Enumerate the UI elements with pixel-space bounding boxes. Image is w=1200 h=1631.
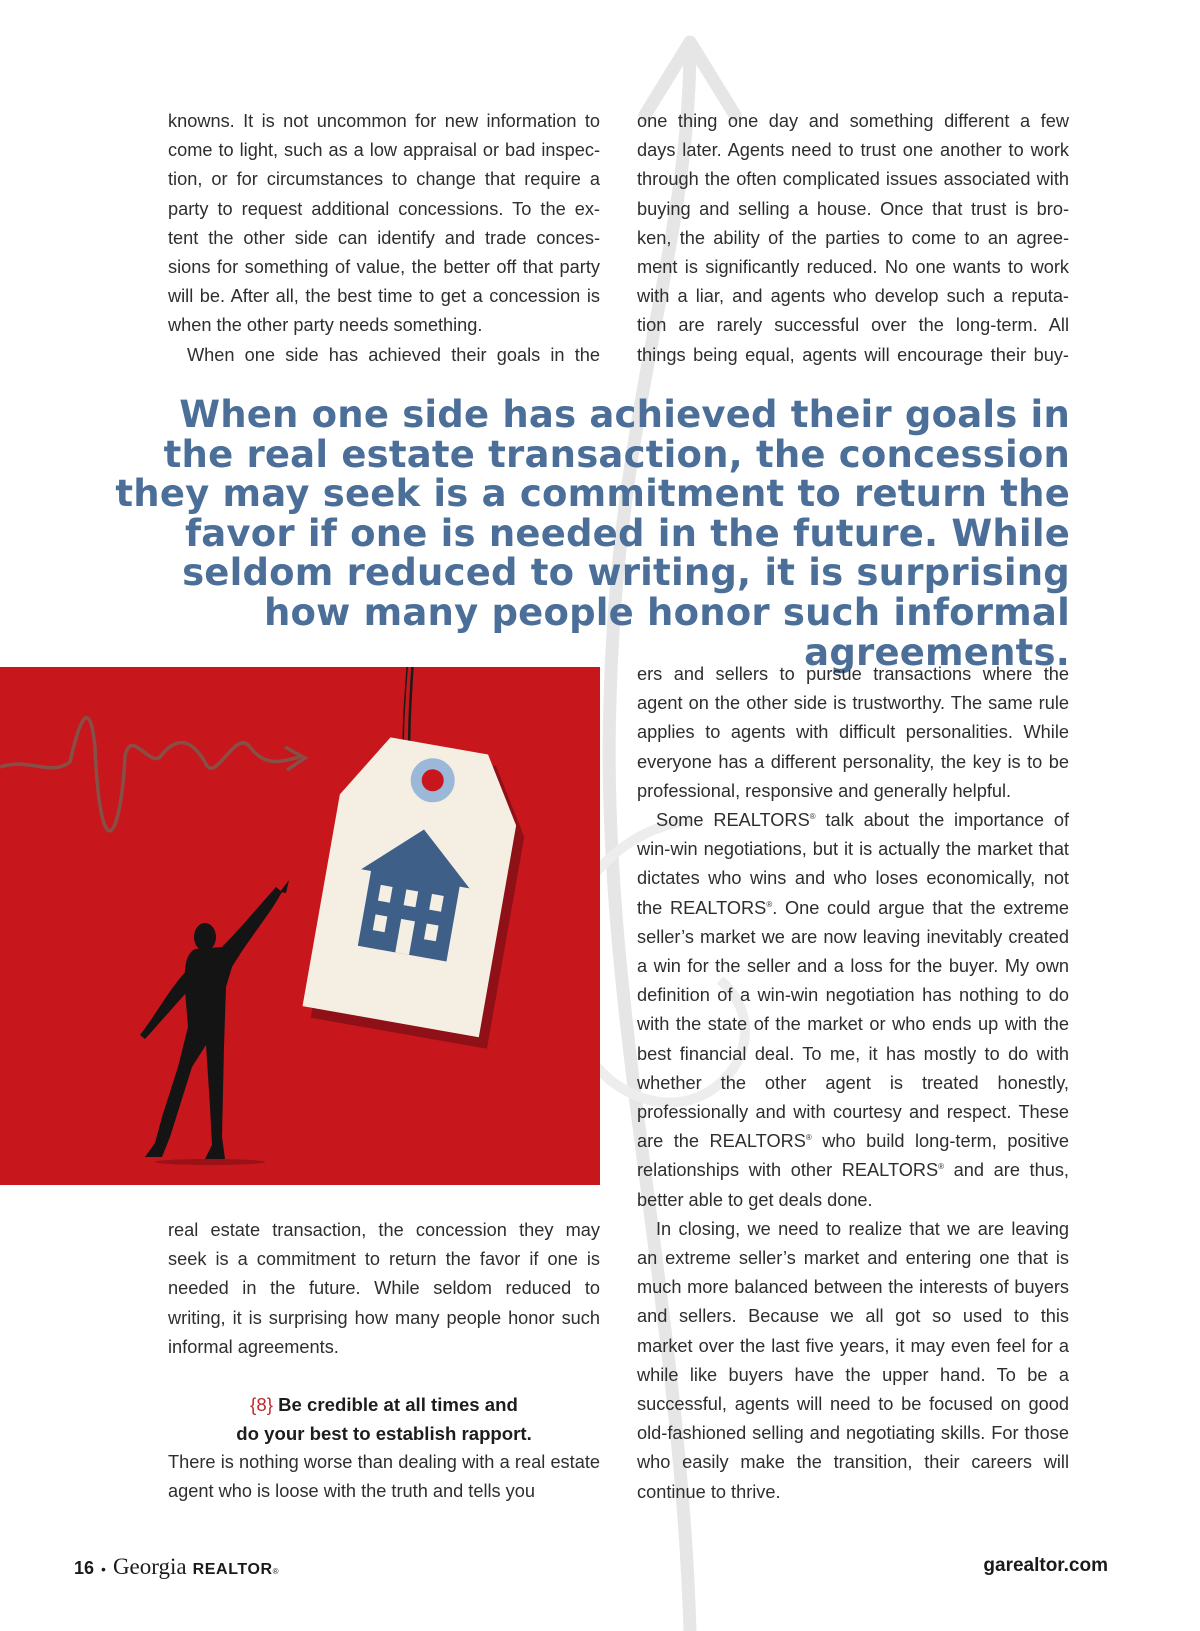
article-line: with a liar, and agents who develop such a reputa- [637, 286, 1069, 307]
article-line: sions for something of value, the better off that party [168, 257, 600, 278]
article-line: tion are rarely successful over the long-term. All [637, 315, 1069, 336]
paragraph-concession-continued: real estate transaction, the concession they may seek is a commitment to return the favor if one is needed in the future. While seldom reduced to writing, it is surprising how many people honor such informal agreements. [168, 1220, 600, 1357]
article-line: tent the other side can identify and trade conces- [168, 227, 600, 248]
paragraph-trustworthy: ers and sellers to pursue transactions where the agent on the other side is trustworthy. The same rule applies to agents with difficult personalities. While everyone has a different personality, the key is to be professional, responsive and generally helpful. [637, 664, 1069, 801]
tip-number: 8 [256, 1394, 267, 1415]
article-line: tion, or for circumstances to change that require a [168, 169, 600, 190]
article-line: ment is significantly reduced. No one wants to work [637, 257, 1069, 278]
paragraph-closing: In closing, we need to realize that we are leaving an extreme seller’s market and entering one that is much more balanced between the interests of buyers and sellers. Because we all got so used to this market over the last five years, it may even feel for a while like buyers have the upper hand. To be a successful, agents will need to be focused on good old-fashioned selling and negotiating skills. For those who easily make the transition, their careers will continue to thrive. [637, 1218, 1069, 1502]
footer-folio: 16 • Georgia REALTOR ® [74, 1554, 279, 1579]
article-column-left-bottom [168, 1216, 600, 1362]
tip-heading-line1: Be credible at all times and [272, 1394, 518, 1415]
tip-heading [168, 1390, 600, 1448]
footer-website: garealtor.com [983, 1555, 1108, 1576]
article-line: through the often complicated issues associated with [637, 169, 1069, 190]
page-number: 16 [74, 1558, 95, 1578]
illustration-red-background [0, 667, 600, 1185]
article-line: things being equal, agents will encourage their buy- [637, 344, 1069, 365]
article-line: When one side has achieved their goals in the [187, 344, 600, 365]
article-line: party to request additional concessions. To the ex- [168, 198, 600, 219]
article-line: when the other party needs something. [168, 315, 483, 336]
man-reaching-for-house-price-tag-illustration [0, 667, 600, 1185]
tip-brace-open: { [250, 1394, 257, 1415]
article-line: will be. After all, the best time to get a concession is [168, 286, 600, 307]
article-line: ken, the ability of the parties to come to an agree- [637, 227, 1069, 248]
magazine-name: Georgia [112, 1554, 187, 1579]
article-line: buying and selling a house. Once that trust is bro- [637, 198, 1069, 219]
magazine-realtor: REALTOR [192, 1561, 273, 1578]
tip-brace-close: } [266, 1394, 273, 1415]
tip-body [168, 1448, 600, 1506]
article-column-left-top [168, 107, 600, 370]
tip-heading-line2: do your best to establish rapport. [236, 1423, 532, 1445]
article-line: come to light, such as a low appraisal or bad inspec- [168, 140, 600, 161]
article-line: days later. Agents need to trust one another to work [637, 140, 1069, 161]
paragraph-win-win: Some REALTORS® talk about the importance of win-win negotiations, but it is actually the market that dictates who wins and who loses economically, not the REALTORS®. One could argue that the extreme seller’s market we are now leaving inevitably created a win for the seller and a loss for the buyer. My own definition of a win-win negotiation has nothing to do with the state of the market or who ends up with the best financial deal. To me, it has mostly to do with whether the other agent is treated honestly, professionally and with courtesy and respect. These are the REALTORS® who build long-term, positive relationships with other REALTORS® and are thus, better able to get deals done. [637, 810, 1069, 1210]
footer-separator: • [101, 1561, 106, 1577]
article-line: knowns. It is not uncommon for new information to [168, 111, 600, 131]
pull-quote: When one side has achieved their goals in the real estate transaction, the concession they may seek is a commitment to return the favor if one is needed in the future. While seldom reduced to writing, it is surprising how many people honor such informal agreements. [115, 393, 1070, 674]
article-line: one thing one day and something different a few [637, 111, 1069, 131]
tip-body-text: There is nothing worse than dealing with a real estate agent who is loose with the truth and tells you [168, 1452, 600, 1502]
article-column-right-bottom [637, 660, 1069, 1507]
article-column-right-top [637, 107, 1069, 370]
